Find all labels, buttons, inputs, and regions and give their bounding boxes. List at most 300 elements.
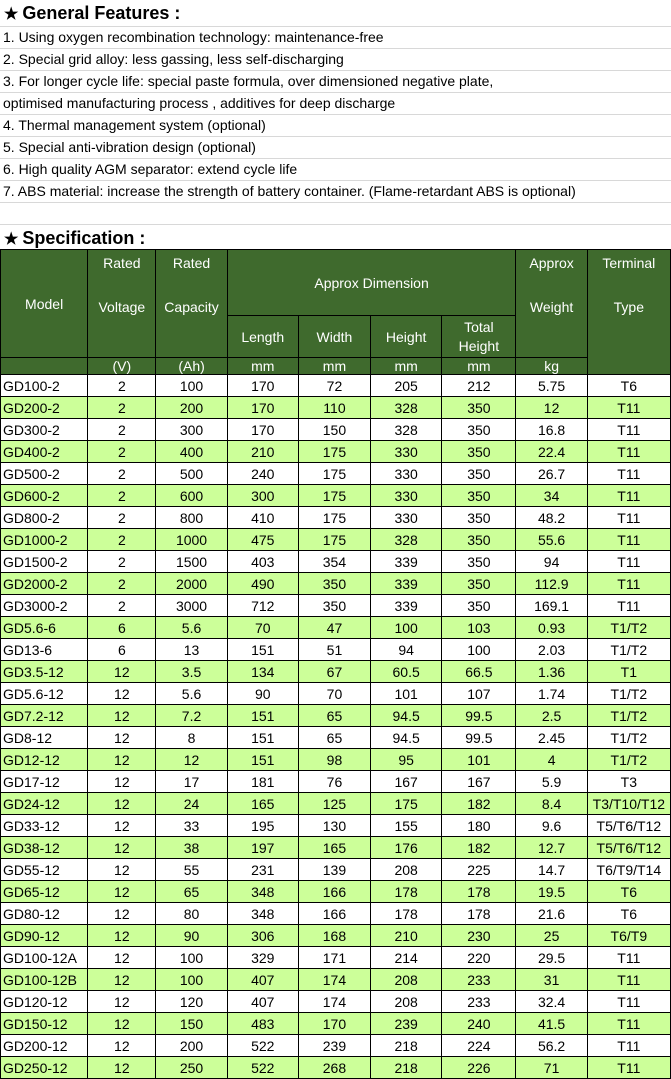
table-row	[1, 375, 671, 397]
table-cell: 17	[156, 771, 227, 793]
general-features-section	[0, 0, 671, 225]
table-cell: T6	[587, 903, 670, 925]
table-cell: GD13-6	[1, 639, 88, 661]
table-cell: 268	[298, 1057, 370, 1079]
table-row	[1, 639, 671, 661]
table-cell: 99.5	[442, 705, 516, 727]
table-row	[1, 815, 671, 837]
table-cell: 12	[88, 815, 156, 837]
table-cell: 60.5	[371, 661, 442, 683]
table-cell: 150	[298, 419, 370, 441]
table-cell: GD250-12	[1, 1057, 88, 1079]
table-cell: GD800-2	[1, 507, 88, 529]
table-cell: 224	[442, 1035, 516, 1057]
table-cell: 178	[371, 903, 442, 925]
unit-length	[227, 358, 298, 375]
table-row	[1, 617, 671, 639]
unit-weight	[516, 358, 587, 375]
header-terminal-type-line1: Terminal	[602, 255, 656, 271]
table-cell: 171	[298, 947, 370, 969]
table-cell: 174	[298, 969, 370, 991]
table-cell: 407	[227, 991, 298, 1013]
table-cell: 170	[227, 397, 298, 419]
table-cell: 178	[442, 881, 516, 903]
blank-row	[0, 203, 671, 225]
table-cell: 167	[371, 771, 442, 793]
feature-item: 7. ABS material: increase the strength of battery container. (Flame-retardant ABS is optional)	[0, 181, 671, 203]
table-cell: 410	[227, 507, 298, 529]
table-cell: 100	[371, 617, 442, 639]
table-cell: 712	[227, 595, 298, 617]
table-row	[1, 771, 671, 793]
table-cell: 5.75	[516, 375, 587, 397]
table-cell: 328	[371, 529, 442, 551]
table-cell: 208	[371, 859, 442, 881]
table-cell: T11	[587, 441, 670, 463]
table-cell: 38	[156, 837, 227, 859]
table-row	[1, 881, 671, 903]
table-cell: T3/T10/T12	[587, 793, 670, 815]
table-cell: T3	[587, 771, 670, 793]
table-cell: 2	[88, 397, 156, 419]
header-width-label: Width	[316, 328, 353, 345]
table-cell: 205	[371, 375, 442, 397]
table-cell: 350	[442, 397, 516, 419]
table-cell: T6/T9/T14	[587, 859, 670, 881]
table-cell: 48.2	[516, 507, 587, 529]
table-cell: 13	[156, 639, 227, 661]
table-cell: 12	[88, 771, 156, 793]
table-cell: 29.5	[516, 947, 587, 969]
table-cell: 2.5	[516, 705, 587, 727]
table-cell: 65	[298, 727, 370, 749]
table-row	[1, 529, 671, 551]
table-row	[1, 705, 671, 727]
table-cell: 350	[442, 595, 516, 617]
table-cell: 151	[227, 639, 298, 661]
table-cell: 218	[371, 1057, 442, 1079]
table-cell: T11	[587, 419, 670, 441]
table-cell: 182	[442, 837, 516, 859]
table-cell: GD38-12	[1, 837, 88, 859]
feature-list	[0, 27, 671, 203]
table-cell: GD3000-2	[1, 595, 88, 617]
table-cell: 170	[298, 1013, 370, 1035]
table-cell: 12	[88, 837, 156, 859]
specification-table	[0, 249, 671, 1079]
header-length	[227, 316, 298, 358]
table-cell: GD2000-2	[1, 573, 88, 595]
table-cell: 8	[156, 727, 227, 749]
table-cell: 175	[298, 463, 370, 485]
table-cell: 330	[371, 485, 442, 507]
header-terminal-type	[587, 250, 670, 375]
table-cell: GD24-12	[1, 793, 88, 815]
table-cell: 522	[227, 1035, 298, 1057]
table-row	[1, 1035, 671, 1057]
table-row	[1, 749, 671, 771]
table-cell: T11	[587, 1057, 670, 1079]
table-cell: T11	[587, 1013, 670, 1035]
table-cell: 240	[442, 1013, 516, 1035]
table-cell: T1/T2	[587, 683, 670, 705]
header-terminal-type-line2: Type	[613, 299, 645, 315]
table-cell: 4	[516, 749, 587, 771]
table-cell: 107	[442, 683, 516, 705]
table-cell: 178	[442, 903, 516, 925]
table-row	[1, 397, 671, 419]
table-cell: GD17-12	[1, 771, 88, 793]
table-cell: 167	[442, 771, 516, 793]
table-cell: 22.4	[516, 441, 587, 463]
table-cell: 500	[156, 463, 227, 485]
specification-title-text: Specification :	[22, 228, 146, 248]
unit-voltage	[88, 358, 156, 375]
table-cell: 1.36	[516, 661, 587, 683]
table-cell: GD8-12	[1, 727, 88, 749]
table-cell: 16.8	[516, 419, 587, 441]
table-cell: 490	[227, 573, 298, 595]
table-cell: 55	[156, 859, 227, 881]
table-cell: T11	[587, 397, 670, 419]
table-cell: 100	[442, 639, 516, 661]
table-cell: 76	[298, 771, 370, 793]
table-cell: 197	[227, 837, 298, 859]
table-cell: 306	[227, 925, 298, 947]
table-cell: 176	[371, 837, 442, 859]
star-icon: ★	[4, 231, 19, 248]
table-cell: 130	[298, 815, 370, 837]
table-cell: 47	[298, 617, 370, 639]
table-cell: 12	[88, 749, 156, 771]
table-cell: 8.4	[516, 793, 587, 815]
table-cell: 233	[442, 991, 516, 1013]
table-cell: 1000	[156, 529, 227, 551]
table-cell: 51	[298, 639, 370, 661]
table-cell: 182	[442, 793, 516, 815]
table-cell: 24	[156, 793, 227, 815]
table-cell: 3000	[156, 595, 227, 617]
table-cell: 230	[442, 925, 516, 947]
table-cell: 218	[371, 1035, 442, 1057]
table-cell: T6	[587, 881, 670, 903]
table-cell: 100	[156, 375, 227, 397]
unit-weight-label: kg	[544, 358, 559, 374]
header-rated-capacity-line1: Rated	[172, 255, 211, 271]
table-cell: T1/T2	[587, 639, 670, 661]
table-cell: GD1000-2	[1, 529, 88, 551]
table-cell: 1500	[156, 551, 227, 573]
table-cell: 165	[298, 837, 370, 859]
table-row	[1, 463, 671, 485]
table-cell: 41.5	[516, 1013, 587, 1035]
table-cell: 175	[298, 529, 370, 551]
table-cell: 200	[156, 1035, 227, 1057]
table-cell: 6	[88, 639, 156, 661]
table-cell: 348	[227, 881, 298, 903]
table-cell: 99.5	[442, 727, 516, 749]
table-cell: 90	[156, 925, 227, 947]
table-cell: T1/T2	[587, 705, 670, 727]
table-cell: 348	[227, 903, 298, 925]
table-cell: 2	[88, 441, 156, 463]
unit-total-height	[442, 358, 516, 375]
table-cell: 2	[88, 375, 156, 397]
header-approx-weight-line1: Approx	[529, 255, 574, 271]
table-cell: T5/T6/T12	[587, 837, 670, 859]
table-cell: 67	[298, 661, 370, 683]
table-cell: 12	[88, 991, 156, 1013]
table-cell: 66.5	[442, 661, 516, 683]
feature-item: 3. For longer cycle life: special paste formula, over dimensioned negative plate,	[0, 71, 671, 93]
table-cell: 80	[156, 903, 227, 925]
table-cell: 56.2	[516, 1035, 587, 1057]
table-cell: 14.7	[516, 859, 587, 881]
header-width	[298, 316, 370, 358]
table-row	[1, 969, 671, 991]
table-cell: 300	[156, 419, 227, 441]
table-cell: 208	[371, 991, 442, 1013]
table-cell: T11	[587, 551, 670, 573]
feature-item: 4. Thermal management system (optional)	[0, 115, 671, 137]
table-cell: GD100-12A	[1, 947, 88, 969]
table-cell: 120	[156, 991, 227, 1013]
table-cell: T1/T2	[587, 749, 670, 771]
table-cell: 483	[227, 1013, 298, 1035]
table-cell: GD150-12	[1, 1013, 88, 1035]
table-cell: 339	[371, 595, 442, 617]
unit-height-label: mm	[394, 358, 418, 374]
table-cell: 26.7	[516, 463, 587, 485]
table-cell: 32.4	[516, 991, 587, 1013]
table-row	[1, 683, 671, 705]
table-cell: 12	[88, 727, 156, 749]
table-row	[1, 1013, 671, 1035]
table-cell: 220	[442, 947, 516, 969]
header-approx-weight-line2: Weight	[529, 299, 574, 315]
table-cell: 225	[442, 859, 516, 881]
table-cell: GD100-12B	[1, 969, 88, 991]
table-cell: 112.9	[516, 573, 587, 595]
table-cell: 329	[227, 947, 298, 969]
table-cell: 174	[298, 991, 370, 1013]
table-cell: GD5.6-6	[1, 617, 88, 639]
table-row	[1, 441, 671, 463]
unit-height	[371, 358, 442, 375]
table-cell: 12	[88, 683, 156, 705]
table-row	[1, 991, 671, 1013]
header-total-height	[442, 316, 516, 358]
feature-item: 6. High quality AGM separator: extend cycle life	[0, 159, 671, 181]
table-row	[1, 573, 671, 595]
table-row	[1, 793, 671, 815]
table-cell: GD300-2	[1, 419, 88, 441]
table-cell: 12	[88, 1057, 156, 1079]
table-cell: 2	[88, 595, 156, 617]
table-cell: 175	[298, 441, 370, 463]
header-length-label: Length	[241, 328, 285, 345]
table-cell: 12	[88, 705, 156, 727]
table-cell: 12	[88, 1013, 156, 1035]
header-approx-dimension-label: Approx Dimension	[314, 274, 429, 291]
table-cell: 19.5	[516, 881, 587, 903]
table-cell: 522	[227, 1057, 298, 1079]
unit-voltage-label: (V)	[112, 358, 132, 374]
table-cell: 101	[442, 749, 516, 771]
table-cell: 55.6	[516, 529, 587, 551]
table-cell: 475	[227, 529, 298, 551]
table-row	[1, 903, 671, 925]
table-cell: 2000	[156, 573, 227, 595]
table-cell: 350	[442, 529, 516, 551]
table-cell: 33	[156, 815, 227, 837]
table-cell: 407	[227, 969, 298, 991]
table-cell: T11	[587, 947, 670, 969]
specification-title	[0, 225, 671, 249]
table-row	[1, 485, 671, 507]
table-cell: 2	[88, 551, 156, 573]
table-cell: 2.45	[516, 727, 587, 749]
table-cell: 328	[371, 397, 442, 419]
table-cell: 200	[156, 397, 227, 419]
table-cell: 100	[156, 969, 227, 991]
table-cell: 12	[88, 969, 156, 991]
table-cell: 12	[88, 793, 156, 815]
table-cell: 72	[298, 375, 370, 397]
header-model	[1, 250, 88, 358]
header-rated-capacity	[156, 250, 227, 358]
table-cell: 212	[442, 375, 516, 397]
table-cell: 12	[88, 661, 156, 683]
table-row	[1, 925, 671, 947]
table-cell: 34	[516, 485, 587, 507]
table-cell: 94	[371, 639, 442, 661]
table-cell: T1/T2	[587, 727, 670, 749]
table-cell: 65	[298, 705, 370, 727]
table-cell: 175	[298, 507, 370, 529]
table-cell: 125	[298, 793, 370, 815]
table-cell: 226	[442, 1057, 516, 1079]
header-height-label: Height	[385, 328, 427, 345]
table-cell: 3.5	[156, 661, 227, 683]
table-cell: T11	[587, 573, 670, 595]
table-cell: 94.5	[371, 705, 442, 727]
header-approx-weight	[516, 250, 587, 358]
table-cell: 98	[298, 749, 370, 771]
table-cell: 350	[442, 419, 516, 441]
table-cell: 2	[88, 507, 156, 529]
table-cell: 5.9	[516, 771, 587, 793]
table-cell: 330	[371, 507, 442, 529]
table-cell: GD100-2	[1, 375, 88, 397]
table-cell: 328	[371, 419, 442, 441]
table-cell: 800	[156, 507, 227, 529]
table-cell: T11	[587, 969, 670, 991]
table-cell: T11	[587, 1035, 670, 1057]
table-cell: 195	[227, 815, 298, 837]
table-cell: T11	[587, 507, 670, 529]
table-cell: 94.5	[371, 727, 442, 749]
table-cell: GD3.5-12	[1, 661, 88, 683]
table-cell: 350	[442, 463, 516, 485]
table-cell: 95	[371, 749, 442, 771]
table-row	[1, 727, 671, 749]
feature-item: 5. Special anti-vibration design (optional)	[0, 137, 671, 159]
table-cell: 5.6	[156, 617, 227, 639]
table-cell: GD90-12	[1, 925, 88, 947]
table-cell: 9.6	[516, 815, 587, 837]
table-cell: 90	[227, 683, 298, 705]
table-cell: 70	[227, 617, 298, 639]
table-cell: 339	[371, 573, 442, 595]
table-cell: GD55-12	[1, 859, 88, 881]
table-cell: T1	[587, 661, 670, 683]
table-cell: 350	[442, 551, 516, 573]
table-cell: 169.1	[516, 595, 587, 617]
table-cell: 350	[442, 573, 516, 595]
feature-item: 1. Using oxygen recombination technology: maintenance-free	[0, 27, 671, 49]
table-cell: T6	[587, 375, 670, 397]
header-rated-voltage-line1: Rated	[103, 255, 141, 271]
table-cell: 330	[371, 463, 442, 485]
unit-model-blank	[1, 358, 88, 375]
table-cell: 210	[371, 925, 442, 947]
table-row	[1, 551, 671, 573]
general-features-title	[0, 0, 671, 27]
table-cell: 170	[227, 419, 298, 441]
table-cell: 5.6	[156, 683, 227, 705]
unit-width-label: mm	[322, 358, 347, 374]
table-cell: 2	[88, 529, 156, 551]
table-cell: 2	[88, 419, 156, 441]
table-cell: 208	[371, 969, 442, 991]
table-cell: 168	[298, 925, 370, 947]
table-cell: 350	[442, 441, 516, 463]
table-cell: 150	[156, 1013, 227, 1035]
table-cell: GD120-12	[1, 991, 88, 1013]
general-features-title-text: General Features :	[22, 3, 181, 23]
table-cell: 350	[298, 595, 370, 617]
table-cell: GD80-12	[1, 903, 88, 925]
table-cell: 151	[227, 727, 298, 749]
table-cell: GD7.2-12	[1, 705, 88, 727]
table-cell: 12	[88, 1035, 156, 1057]
table-cell: 134	[227, 661, 298, 683]
table-cell: 166	[298, 881, 370, 903]
table-cell: 2	[88, 573, 156, 595]
unit-capacity-label: (Ah)	[178, 358, 205, 374]
table-cell: 151	[227, 749, 298, 771]
table-cell: 12	[88, 947, 156, 969]
table-cell: 339	[371, 551, 442, 573]
table-cell: 100	[156, 947, 227, 969]
unit-capacity	[156, 358, 227, 375]
table-row	[1, 1057, 671, 1079]
table-cell: 70	[298, 683, 370, 705]
table-row	[1, 419, 671, 441]
header-total-height-label: Total Height	[458, 318, 500, 354]
table-cell: GD33-12	[1, 815, 88, 837]
table-cell: 233	[442, 969, 516, 991]
table-cell: 31	[516, 969, 587, 991]
table-row	[1, 507, 671, 529]
table-cell: 354	[298, 551, 370, 573]
table-cell: GD200-2	[1, 397, 88, 419]
table-cell: GD65-12	[1, 881, 88, 903]
table-cell: GD600-2	[1, 485, 88, 507]
table-cell: 94	[516, 551, 587, 573]
table-cell: 103	[442, 617, 516, 639]
